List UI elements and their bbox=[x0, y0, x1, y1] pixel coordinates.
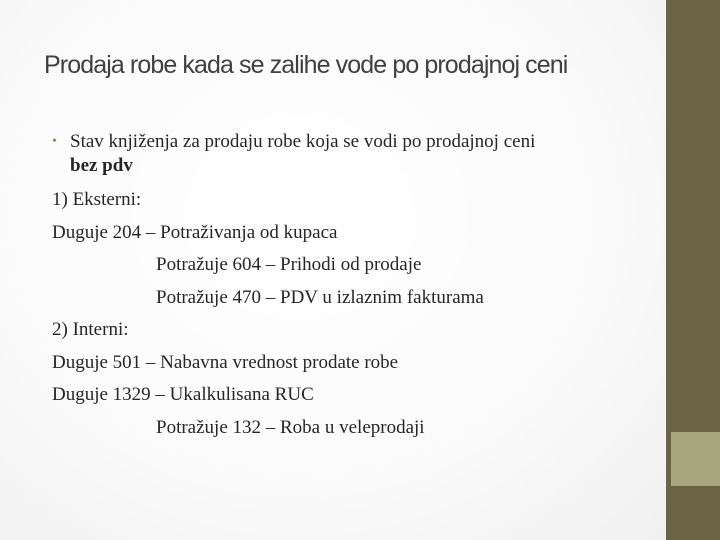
entry-credit-470: Potražuje 470 – PDV u izlaznim fakturama bbox=[156, 286, 484, 308]
entry-debit-501: Duguje 501 – Nabavna vrednost prodate robe bbox=[52, 351, 399, 373]
side-decoration-accent bbox=[671, 432, 720, 486]
bullet-text: Stav knjiženja za prodaju robe koja se vodi po prodajnoj ceni bbox=[70, 131, 536, 152]
slide-title: Prodaja robe kada se zalihe vode po prodajnoj ceni bbox=[44, 51, 568, 79]
bullet-bold-text: bez pdv bbox=[70, 155, 133, 176]
entry-debit-1329: Duguje 1329 – Ukalkulisana RUC bbox=[52, 384, 314, 405]
bullet-item bbox=[52, 130, 652, 178]
section-heading-external: 1) Eksterni: bbox=[52, 189, 142, 210]
entry-credit-604: Potražuje 604 – Prihodi od prodaje bbox=[156, 254, 422, 275]
entry-credit-132: Potražuje 132 – Roba u veleprodaji bbox=[156, 416, 425, 438]
section-heading-internal: 2) Interni: bbox=[52, 319, 129, 340]
entry-debit-204: Duguje 204 – Potraživanja od kupaca bbox=[52, 221, 338, 243]
bullet-icon: • bbox=[52, 134, 57, 149]
slide-body bbox=[52, 130, 652, 444]
